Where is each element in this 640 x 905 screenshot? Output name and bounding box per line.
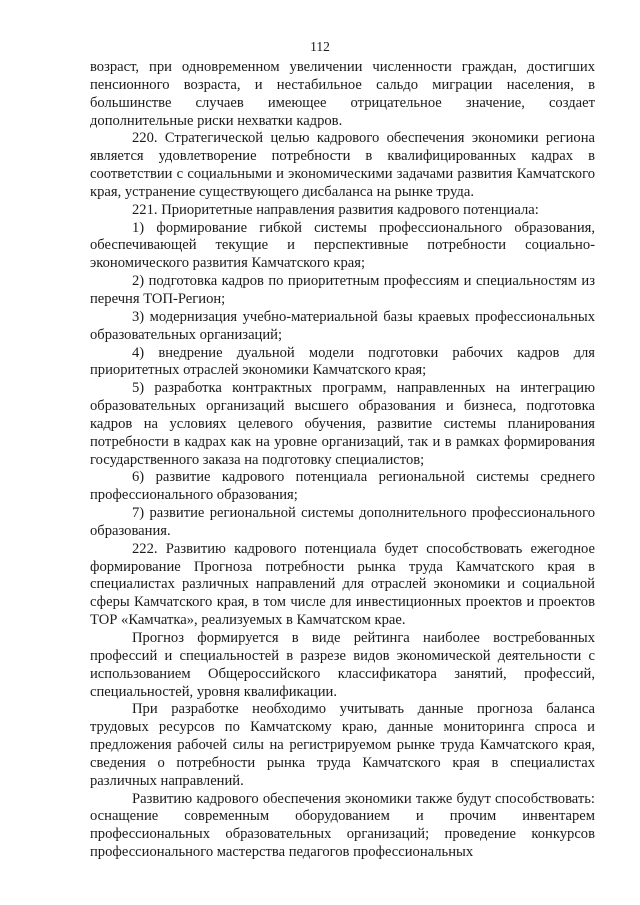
list-item-4: 4) внедрение дуальной модели подготовки рабочих кадров для приоритетных отраслей экономики Камчатского края; <box>90 344 595 379</box>
paragraph-forecast: Прогноз формируется в виде рейтинга наиболее востребованных профессий и специальностей в разрезе видов экономической деятельности с использованием Общероссийского классификатора занятий, профессий, специальностей, уровня квалификации. <box>90 630 595 700</box>
paragraph-221: 221. Приоритетные направления развития кадрового потенциала: <box>132 201 539 218</box>
list-item-6: 6) развитие кадрового потенциала региональной системы среднего профессионального образования; <box>90 469 595 504</box>
page-number: 112 <box>310 39 330 54</box>
list-item-2: 2) подготовка кадров по приоритетным профессиям и специальностям из перечня ТОП-Регион; <box>90 273 595 307</box>
paragraph-continuation: возраст, при одновременном увеличении численности граждан, достигших пенсионного возраста, и нестабильное сальдо миграции населения, в большинстве случаев имеющее отрицательное значение, создает дополнительные риски нехватки кадров. <box>90 59 595 129</box>
paragraph-220: 220. Стратегической целью кадрового обеспечения экономики региона является удовлетворение потребности в квалифицированных кадрах в соответствии с социальными и экономическими задачами развития Камчатского края, устранение существующего дисбаланса на рынке труда. <box>90 130 595 200</box>
list-item-1: 1) формирование гибкой системы профессионального образования, обеспечивающей текущие и перспективные потребности социально-экономического развития Камчатского края; <box>90 219 595 272</box>
paragraph-222: 222. Развитию кадрового потенциала будет способствовать ежегодное формирование Прогноза потребности рынка труда Камчатского края в специалистах различных направлений для отраслей экономики и социальной сферы Камчатского края, в том числе для инвестиционных проектов и проектов ТОР «Камчатка», реализуемых в Камчатском крае. <box>90 540 595 629</box>
paragraph-development: При разработке необходимо учитывать данные прогноза баланса трудовых ресурсов по Камчатскому краю, данные мониторинга спроса и предложения рабочей силы на регистрируемом рынке труда Камчатского края, сведения о потребности рынка труда Камчатского края в специалистах различных направлений. <box>90 701 595 789</box>
list-item-5: 5) разработка контрактных программ, направленных на интеграцию образовательных организаций высшего образования и бизнеса, подготовка кадров на условиях целевого обучения, развитие системы планирования потребности в кадрах как на уровне организаций, так и в рамках формирования государственного заказа на подготовку специалистов; <box>90 380 595 468</box>
page-body <box>90 59 595 862</box>
list-item-7: 7) развитие региональной системы дополнительного профессионального образования. <box>90 505 595 539</box>
paragraph-staffing: Развитию кадрового обеспечения экономики также будут способствовать: оснащение современным оборудованием и прочим инвентарем профессиональных образовательных организаций; проведение конкурсов профессионального мастерства педагогов профессиональных <box>90 790 595 861</box>
list-item-3: 3) модернизация учебно-материальной базы краевых профессиональных образовательных организаций; <box>90 308 595 343</box>
